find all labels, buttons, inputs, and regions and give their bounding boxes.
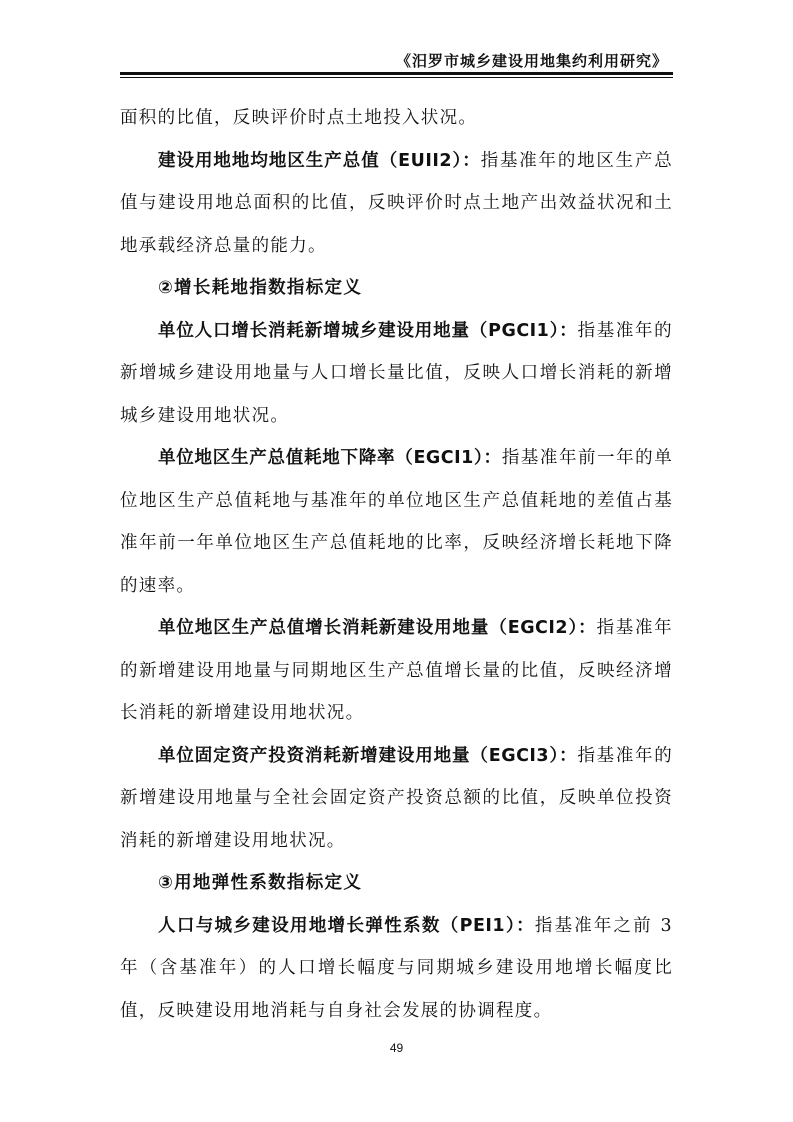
paragraph: 面积的比值，反映评价时点土地投入状况。 (120, 108, 478, 128)
term: 单位地区生产总值耗地下降率（EGCI1）： (158, 448, 502, 468)
term: 单位固定资产投资消耗新增建设用地量（EGCI3）： (158, 745, 578, 766)
section-heading: ②增长耗地指数指标定义 (158, 278, 363, 298)
section-heading: ③用地弹性系数指标定义 (158, 873, 363, 893)
running-header: 《汨罗市城乡建设用地集约利用研究》 (395, 52, 668, 70)
paragraph (120, 437, 673, 607)
body-text (120, 97, 673, 1032)
term: 人口与城乡建设用地增长弹性系数（PEI1）： (158, 915, 535, 936)
definition: 指基准年前一年的单位地区生产总值耗地与基准年的单位地区生产总值耗地的差值占基准年前一年单位地区生产总值耗地的比率，反映经济增长耗地下降的速率。 (120, 448, 673, 596)
definition: 指基准年之前 3 年（含基准年）的人口增长幅度与同期城乡建设用地增长幅度比值，反映建设用地消耗与自身社会发展的协调程度。 (120, 915, 673, 1021)
term: 建设用地地均地区生产总值（EUII2）： (158, 150, 481, 171)
term: 单位人口增长消耗新增城乡建设用地量（PGCI1）： (158, 320, 578, 341)
header-rule-thin (120, 77, 673, 78)
definition: 指基准年的新增城乡建设用地量与人口增长量比值，反映人口增长消耗的新增城乡建设用地状况。 (120, 320, 673, 426)
definition: 指基准年的新增建设用地量与同期地区生产总值增长量的比值，反映经济增长消耗的新增建设用地状况。 (120, 618, 673, 723)
page-number: 49 (389, 1041, 404, 1055)
paragraph (120, 905, 673, 1033)
header-rule-thick (120, 72, 673, 75)
paragraph (120, 140, 673, 268)
paragraph (120, 310, 673, 438)
paragraph (120, 607, 673, 735)
term: 单位地区生产总值增长消耗新建设用地量（EGCI2）： (158, 618, 597, 638)
paragraph (120, 735, 673, 863)
definition: 指基准年的新增建设用地量与全社会固定资产投资总额的比值，反映单位投资消耗的新增建设用地状况。 (120, 745, 674, 851)
definition: 指基准年的地区生产总值与建设用地总面积的比值，反映评价时点土地产出效益状况和土地承载经济总量的能力。 (120, 150, 673, 256)
